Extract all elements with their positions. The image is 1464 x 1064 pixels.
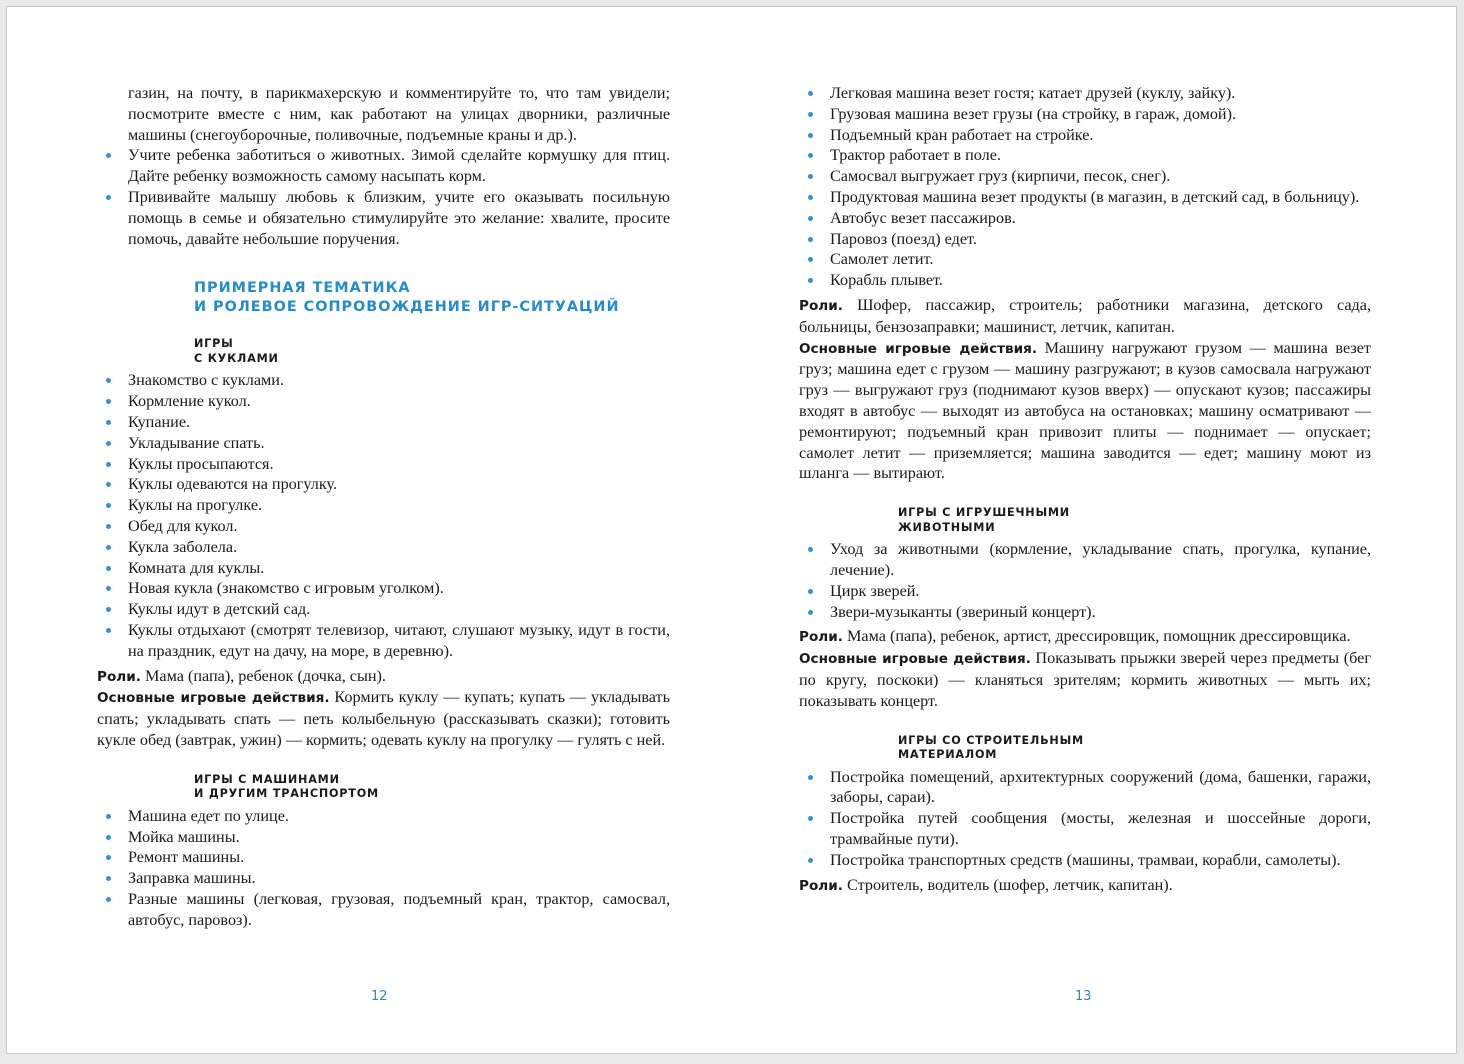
section-title: ПРИМЕРНАЯ ТЕМАТИКА И РОЛЕВОЕ СОПРОВОЖДЕНИЕ ИГР-СИТУАЦИЙ xyxy=(194,280,620,316)
bullet-icon xyxy=(106,586,111,591)
list-item: Знакомство с куклами. xyxy=(97,370,670,391)
bullet-icon xyxy=(808,775,813,780)
bullet-icon xyxy=(106,420,111,425)
bullet-icon xyxy=(106,441,111,446)
bullet-icon xyxy=(808,112,813,117)
list-item: Постройка помещений, архитектурных сооружений (дома, башенки, гаражи, заборы, сараи). xyxy=(799,767,1371,809)
list-item: Заправка машины. xyxy=(97,868,670,889)
building-heading: ИГРЫ СО СТРОИТЕЛЬНЫМ МАТЕРИАЛОМ xyxy=(898,733,1084,762)
list-item: Комната для куклы. xyxy=(97,558,670,579)
bullet-icon xyxy=(106,835,111,840)
dolls-heading: ИГРЫ С КУКЛАМИ xyxy=(194,337,279,365)
dolls-list xyxy=(97,370,670,661)
list-item: Подъемный кран работает на стройке. xyxy=(799,125,1371,146)
animals-list xyxy=(799,539,1371,622)
bullet-icon xyxy=(808,257,813,262)
list-item: Прививайте малышу любовь к близким, учите его оказывать посильную помощь в семье и обязательно стимулируйте это желание: хвалите, просите помочь, давайте небольшие поручения. xyxy=(97,187,670,249)
list-item: Трактор работает в поле. xyxy=(799,145,1371,166)
list-item: Грузовая машина везет грузы (на стройку, в гараж, домой). xyxy=(799,104,1371,125)
list-item: Автобус везет пассажиров. xyxy=(799,208,1371,229)
list-item: Укладывание спать. xyxy=(97,433,670,454)
bullet-icon xyxy=(808,174,813,179)
bullet-icon xyxy=(106,628,111,633)
right-page xyxy=(731,6,1457,1054)
left-column xyxy=(97,83,670,931)
list-item: Куклы одеваются на прогулку. xyxy=(97,474,670,495)
list-item: Продуктовая машина везет продукты (в магазин, в детский сад, в больницу). xyxy=(799,187,1371,208)
bullet-icon xyxy=(106,814,111,819)
bullet-icon xyxy=(808,216,813,221)
list-item: Учите ребенка заботиться о животных. Зимой сделайте кормушку для птиц. Дайте ребенку возможность самому насыпать корм. xyxy=(97,145,670,187)
animals-actions: Основные игровые действия. Показывать прыжки зверей через предметы (бег по кругу, поскоки) — кланяться зрителям; кормить животных — мыть их; показывать концерт. xyxy=(799,649,1371,710)
bullet-icon xyxy=(106,897,111,902)
list-item: Постройка путей сообщения (мосты, железная и шоссейные дороги, трамвайные пути). xyxy=(799,808,1371,850)
bullet-icon xyxy=(106,876,111,881)
bullet-icon xyxy=(808,816,813,821)
list-item: Уход за животными (кормление, укладывание спать, прогулка, купание, лечение). xyxy=(799,539,1371,581)
bullet-icon xyxy=(808,237,813,242)
list-item: Разные машины (легковая, грузовая, подъемный кран, трактор, самосвал, автобус, паровоз). xyxy=(97,889,670,931)
bullet-icon xyxy=(808,278,813,283)
bullet-icon xyxy=(106,545,111,550)
bullet-icon xyxy=(808,153,813,158)
page-number: 13 xyxy=(1075,989,1092,1004)
bullet-icon xyxy=(106,503,111,508)
bullet-icon xyxy=(106,153,111,158)
list-item: Обед для кукол. xyxy=(97,516,670,537)
list-item: Ремонт машины. xyxy=(97,847,670,868)
list-item: Новая кукла (знакомство с игровым уголком). xyxy=(97,578,670,599)
list-item: Кукла заболела. xyxy=(97,537,670,558)
dolls-actions: Основные игровые действия. Кормить куклу — купать; купать — укладывать спать; укладывать спать — петь колыбельную (рассказывать сказки); готовить кукле обед (завтрак, ужин) — кормить; одевать куклу на прогулку — гулять с ней. xyxy=(97,688,670,749)
bullet-icon xyxy=(106,462,111,467)
dolls-roles: Роли. Мама (папа), ребенок (дочка, сын). xyxy=(97,666,386,685)
page-number: 12 xyxy=(371,989,388,1004)
cars-heading: ИГРЫ С МАШИНАМИ И ДРУГИМ ТРАНСПОРТОМ xyxy=(194,772,379,801)
intro-continuation: газин, на почту, в парикмахерскую и комментируйте то, что там увидели; посмотрите вместе с ним, как работают на улицах дворники, различные машины (снегоуборочные, поливочные, подъемные краны и др.). xyxy=(128,84,670,144)
bullet-icon xyxy=(106,378,111,383)
list-item: Цирк зверей. xyxy=(799,581,1371,602)
building-list xyxy=(799,767,1371,871)
list-item: Корабль плывет. xyxy=(799,270,1371,291)
bullet-icon xyxy=(106,399,111,404)
list-item: Звери-музыканты (звериный концерт). xyxy=(799,602,1371,623)
list-item: Самосвал выгружает груз (кирпичи, песок, снег). xyxy=(799,166,1371,187)
bullet-icon xyxy=(106,524,111,529)
bullet-icon xyxy=(106,607,111,612)
list-item: Куклы идут в детский сад. xyxy=(97,599,670,620)
bullet-icon xyxy=(808,547,813,552)
list-item: Постройка транспортных средств (машины, трамваи, корабли, самолеты). xyxy=(799,850,1371,871)
cars-list xyxy=(97,806,670,931)
intro-bullet-list xyxy=(97,145,670,249)
bullet-icon xyxy=(808,589,813,594)
bullet-icon xyxy=(808,133,813,138)
list-item: Куклы отдыхают (смотрят телевизор, читают, слушают музыку, идут в гости, на праздник, едут на дачу, на море, в деревню). xyxy=(97,620,670,662)
bullet-icon xyxy=(808,91,813,96)
cars-list-continued xyxy=(799,83,1371,291)
bullet-icon xyxy=(808,610,813,615)
left-page xyxy=(6,6,731,1054)
bullet-icon xyxy=(106,566,111,571)
animals-roles: Роли. Мама (папа), ребенок, артист, дрессировщик, помощник дрессировщика. xyxy=(799,627,1351,646)
bullet-icon xyxy=(808,858,813,863)
cars-actions: Основные игровые действия. Машину нагружают грузом — машина везет груз; машина едет с грузом — машину разгружают; в кузов самосвала нагружают груз — выгружают груз (поднимают кузов вверх) — опускают кузов; пассажиры входят в автобус — выходят из автобуса на остановках; машину осматривают — ремонтируют; подъемный кран привозит плиты — поднимает — опускает; самолет летит — приземляется; машина заводится — едет; машину моют из шланга — вытирают. xyxy=(799,338,1371,483)
list-item: Куклы на прогулке. xyxy=(97,495,670,516)
bullet-icon xyxy=(106,195,111,200)
list-item: Машина едет по улице. xyxy=(97,806,670,827)
bullet-icon xyxy=(106,482,111,487)
list-item: Легковая машина везет гостя; катает друзей (куклу, зайку). xyxy=(799,83,1371,104)
right-column xyxy=(799,83,1371,896)
cars-roles: Роли. Шофер, пассажир, строитель; работники магазина, детского сада, больницы, бензозаправки; машинист, летчик, капитан. xyxy=(799,295,1371,336)
list-item: Куклы просыпаются. xyxy=(97,454,670,475)
list-item: Кормление кукол. xyxy=(97,391,670,412)
list-item: Мойка машины. xyxy=(97,827,670,848)
animals-heading: ИГРЫ С ИГРУШЕЧНЫМИ ЖИВОТНЫМИ xyxy=(898,506,1070,534)
list-item: Самолет летит. xyxy=(799,249,1371,270)
list-item: Паровоз (поезд) едет. xyxy=(799,229,1371,250)
bullet-icon xyxy=(808,195,813,200)
building-roles: Роли. Строитель, водитель (шофер, летчик, капитан). xyxy=(799,875,1173,894)
list-item: Купание. xyxy=(97,412,670,433)
bullet-icon xyxy=(106,855,111,860)
